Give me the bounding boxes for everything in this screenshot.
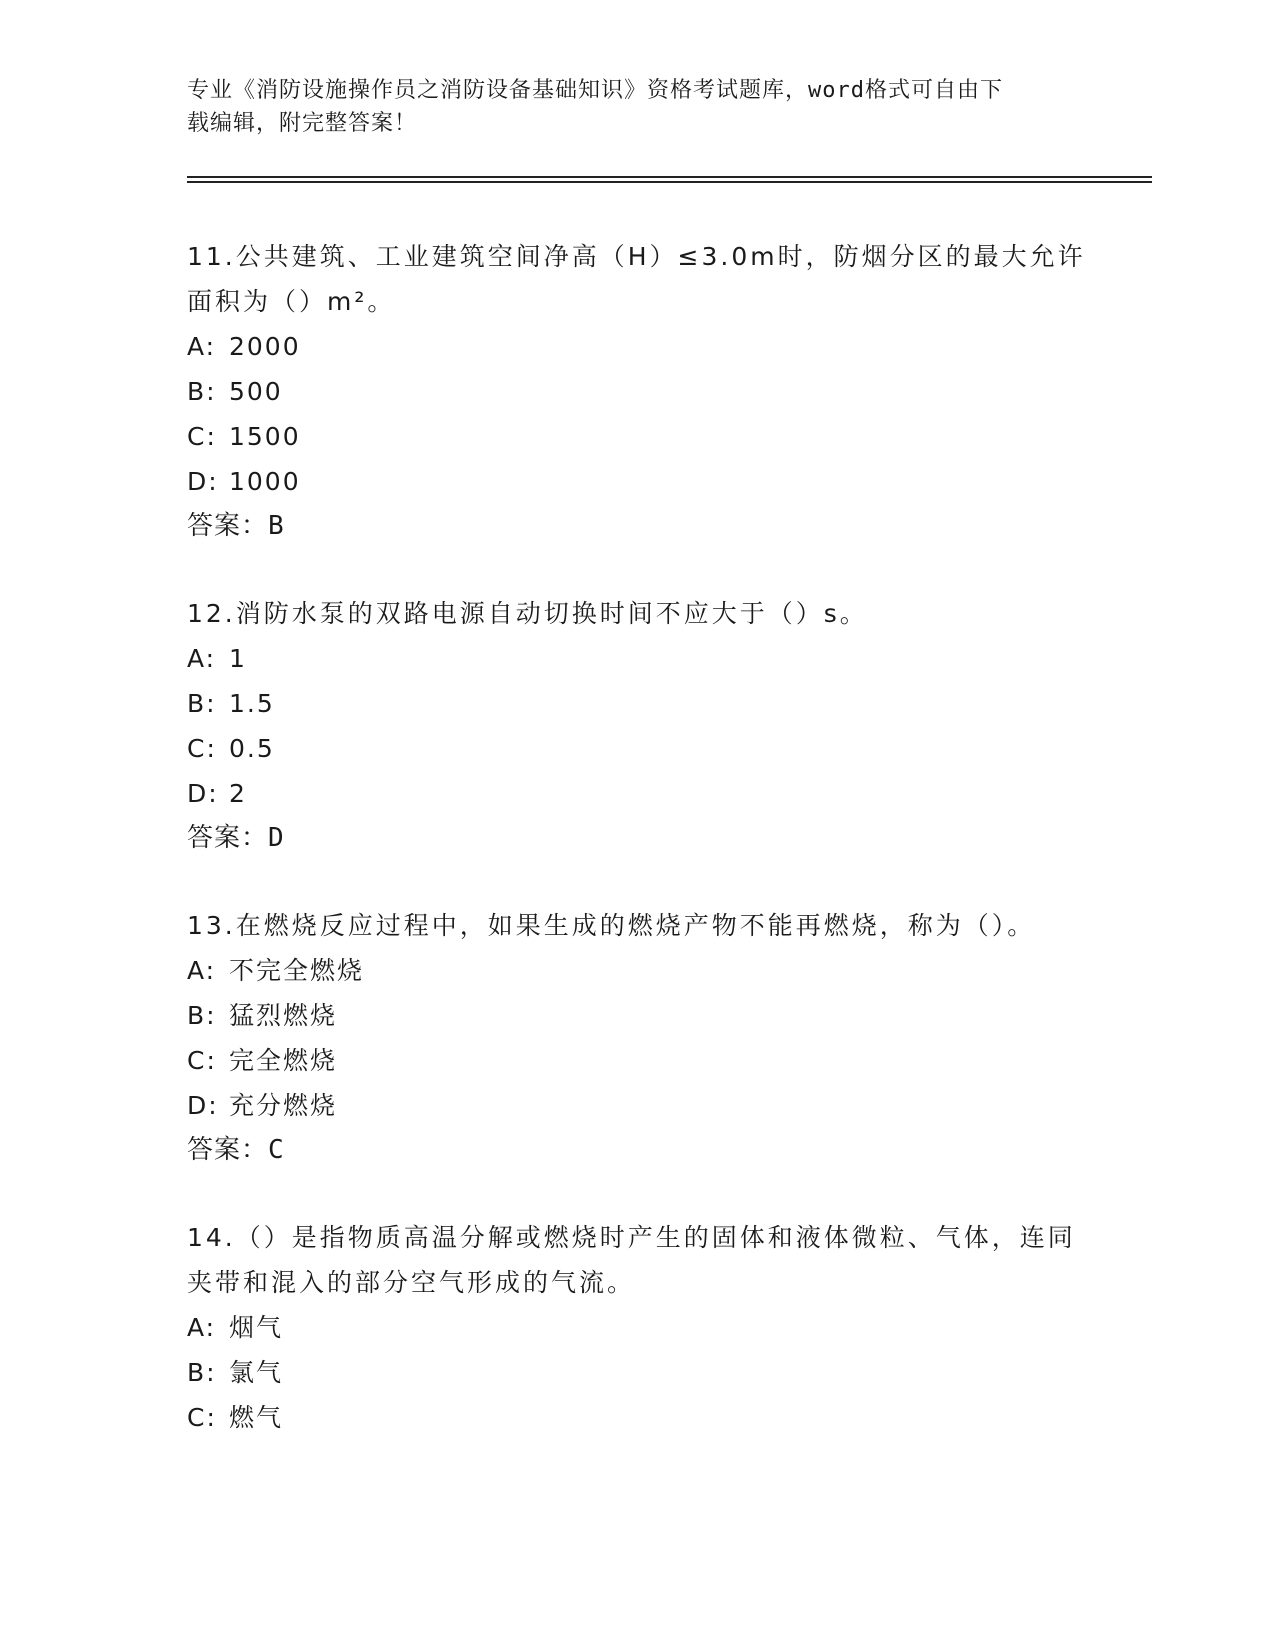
option-c xyxy=(187,726,1087,771)
option-key: B: xyxy=(187,1358,217,1387)
question-14 xyxy=(187,1215,1087,1440)
question-text: 11.公共建筑、工业建筑空间净高（H）≤3.0m时，防烟分区的最大允许面积为（）m²。 xyxy=(187,242,1086,316)
option-b xyxy=(187,369,1087,414)
option-key: B: xyxy=(187,1001,217,1030)
option-value: 燃气 xyxy=(229,1403,284,1432)
header-line-2: 载编辑，附完整答案！ xyxy=(187,111,418,136)
option-d xyxy=(187,459,1087,504)
option-a xyxy=(187,324,1087,369)
answer-text: 答案：B xyxy=(187,511,285,541)
option-value: 不完全燃烧 xyxy=(229,956,365,985)
question-12 xyxy=(187,591,1087,861)
option-c xyxy=(187,414,1087,459)
option-key: C: xyxy=(187,1403,217,1432)
option-key: A: xyxy=(187,1313,217,1342)
option-c xyxy=(187,1395,1087,1440)
option-value: 烟气 xyxy=(229,1313,284,1342)
option-value: 2000 xyxy=(229,332,301,361)
option-c xyxy=(187,1038,1087,1083)
option-value: 充分燃烧 xyxy=(229,1091,338,1120)
option-key: C: xyxy=(187,1046,217,1075)
option-value: 1500 xyxy=(229,422,301,451)
question-text: 14.（）是指物质高温分解或燃烧时产生的固体和液体微粒、气体，连同夹带和混入的部分空气形成的气流。 xyxy=(187,1223,1076,1297)
option-b xyxy=(187,681,1087,726)
header-line-1: 专业《消防设施操作员之消防设备基础知识》资格考试题库，word格式可自由下 xyxy=(187,78,1003,103)
question-text: 12.消防水泵的双路电源自动切换时间不应大于（）s。 xyxy=(187,599,868,628)
option-d xyxy=(187,771,1087,816)
question-list xyxy=(187,234,1087,1482)
option-key: B: xyxy=(187,689,217,718)
option-key: A: xyxy=(187,644,217,673)
option-b xyxy=(187,993,1087,1038)
question-text: 13.在燃烧反应过程中，如果生成的燃烧产物不能再燃烧，称为（）。 xyxy=(187,911,1036,940)
option-key: A: xyxy=(187,956,217,985)
option-key: D: xyxy=(187,1091,219,1120)
option-value: 猛烈燃烧 xyxy=(229,1001,338,1030)
answer-text: 答案：C xyxy=(187,1135,285,1165)
question-13 xyxy=(187,903,1087,1173)
option-a xyxy=(187,636,1087,681)
option-a xyxy=(187,1305,1087,1350)
option-key: B: xyxy=(187,377,217,406)
option-value: 500 xyxy=(229,377,283,406)
option-d xyxy=(187,1083,1087,1128)
option-value: 1000 xyxy=(229,467,301,496)
option-b xyxy=(187,1350,1087,1395)
header-divider-bottom xyxy=(187,181,1152,183)
option-value: 1.5 xyxy=(229,689,275,718)
option-value: 0.5 xyxy=(229,734,275,763)
option-value: 2 xyxy=(229,779,247,808)
option-key: C: xyxy=(187,734,217,763)
option-key: D: xyxy=(187,779,219,808)
option-key: A: xyxy=(187,332,217,361)
option-value: 氯气 xyxy=(229,1358,284,1387)
option-key: C: xyxy=(187,422,217,451)
question-11 xyxy=(187,234,1087,549)
option-key: D: xyxy=(187,467,219,496)
header-divider-top xyxy=(187,176,1152,178)
document-header xyxy=(187,74,1067,140)
option-a xyxy=(187,948,1087,993)
option-value: 1 xyxy=(229,644,247,673)
answer-text: 答案：D xyxy=(187,823,285,853)
option-value: 完全燃烧 xyxy=(229,1046,338,1075)
